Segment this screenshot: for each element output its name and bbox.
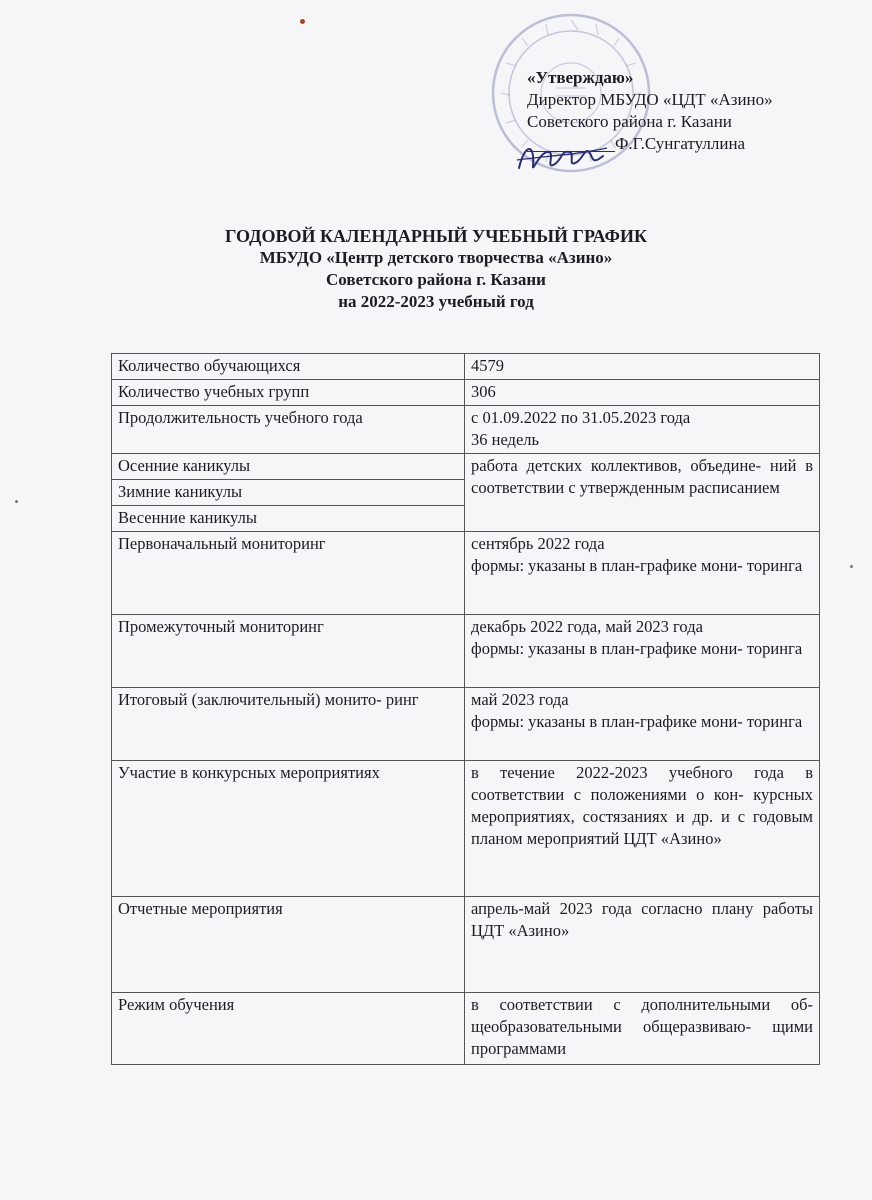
- row-value: 4579: [465, 354, 820, 380]
- row-value: [465, 406, 820, 454]
- signature-blank: [527, 151, 615, 152]
- row-label: Режим обучения: [112, 993, 465, 1065]
- scan-speck: [15, 500, 18, 503]
- title-line-3: Советского района г. Казани: [326, 270, 546, 289]
- approval-position: Директор МБУДО «ЦДТ «Азино»: [527, 90, 773, 109]
- table-row: [112, 993, 820, 1065]
- row-label: Количество обучающихся: [112, 354, 465, 380]
- row-value: в течение 2022-2023 учебного года в соответствии с положениями о кон- курсных мероприятиях, состязаниях и др. и с годовым планом мероприятий ЦДТ «Азино»: [465, 761, 820, 897]
- table-row: [112, 406, 820, 454]
- approval-district: Советского района г. Казани: [527, 112, 732, 131]
- table-row: [112, 615, 820, 688]
- table-row: [112, 354, 820, 380]
- schedule-table: [111, 353, 820, 1065]
- row-value: [465, 532, 820, 615]
- title-line-1: ГОДОВОЙ КАЛЕНДАРНЫЙ УЧЕБНЫЙ ГРАФИК: [224, 226, 648, 246]
- title-line-4: на 2022-2023 учебный год: [338, 292, 534, 311]
- table-row: [112, 761, 820, 897]
- row-value: апрель-май 2023 года согласно плану работы ЦДТ «Азино»: [465, 897, 820, 993]
- row-label: Отчетные мероприятия: [112, 897, 465, 993]
- table-row: [112, 688, 820, 761]
- signatory-name: Ф.Г.Сунгатуллина: [615, 134, 746, 153]
- row-label: Участие в конкурсных мероприятиях: [112, 761, 465, 897]
- table-row: [112, 897, 820, 993]
- row-label: Первоначальный мониторинг: [112, 532, 465, 615]
- interim-forms: формы: указаны в план-графике мони- торинга: [471, 639, 803, 658]
- approval-block: [527, 67, 847, 157]
- row-label: Количество учебных групп: [112, 380, 465, 406]
- final-forms: формы: указаны в план-графике мони- торинга: [471, 712, 803, 731]
- holidays-value: работа детских коллективов, объедине- ний в соответствии с утвержденным расписанием: [465, 454, 820, 532]
- table-row: [112, 532, 820, 615]
- row-label: Зимние каникулы: [112, 480, 465, 506]
- title-line-2: МБУДО «Центр детского творчества «Азино»: [259, 248, 613, 267]
- row-label: Итоговый (заключительный) монито- ринг: [112, 688, 465, 761]
- scan-speck: [300, 19, 305, 24]
- table-row: [112, 380, 820, 406]
- signature-line: [527, 133, 847, 157]
- row-label: Осенние каникулы: [112, 454, 465, 480]
- final-date: май 2023 года: [471, 690, 569, 709]
- row-value: [465, 615, 820, 688]
- row-label: Весенние каникулы: [112, 506, 465, 532]
- document-title: [0, 225, 872, 313]
- interim-date: декабрь 2022 года, май 2023 года: [471, 617, 703, 636]
- scan-speck: [850, 565, 853, 568]
- table-row: [112, 454, 820, 480]
- approval-heading: «Утверждаю»: [527, 68, 634, 87]
- row-value: в соответствии с дополнительными об- щеобразовательными общеразвиваю- щими программами: [465, 993, 820, 1065]
- duration-dates: с 01.09.2022 по 31.05.2023 года: [471, 408, 691, 427]
- duration-weeks: 36 недель: [471, 430, 540, 449]
- row-label: Промежуточный мониторинг: [112, 615, 465, 688]
- initial-date: сентябрь 2022 года: [471, 534, 605, 553]
- initial-forms: формы: указаны в план-графике мони- торинга: [471, 556, 803, 575]
- row-value: 306: [465, 380, 820, 406]
- row-label: Продолжительность учебного года: [112, 406, 465, 454]
- row-value: [465, 688, 820, 761]
